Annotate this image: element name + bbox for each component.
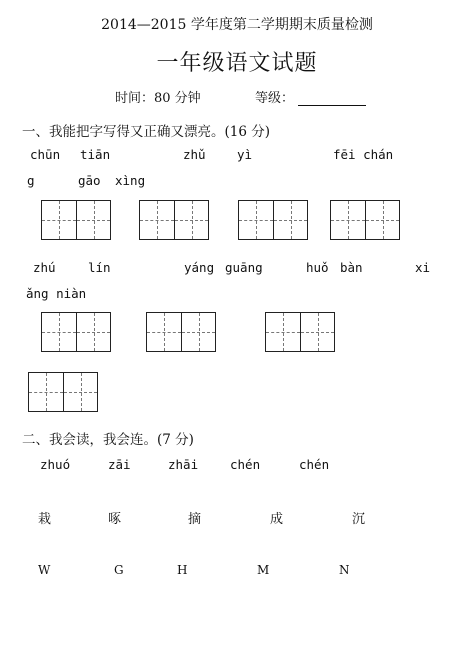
tian-zi-ge-cell[interactable] [42, 313, 76, 351]
matching-letter[interactable]: N [339, 563, 350, 577]
writing-box-pair[interactable] [41, 200, 111, 240]
grade-label: 等级： [255, 91, 295, 106]
tian-zi-ge-cell[interactable] [331, 201, 365, 239]
exam-header: 2014—2015 学年度第二学期期末质量检测 [101, 17, 373, 33]
pinyin-label: guāng [225, 260, 263, 275]
pinyin-label: chén [299, 457, 330, 472]
pinyin-label: fēi chán [333, 147, 394, 162]
tian-zi-ge-cell[interactable] [365, 201, 399, 239]
pinyin-label: zhuó [40, 457, 71, 472]
pinyin-label: chén [230, 457, 261, 472]
tian-zi-ge-cell[interactable] [140, 201, 174, 239]
writing-box-pair[interactable] [41, 312, 111, 352]
pinyin-label: huǒ [306, 260, 329, 275]
tian-zi-ge-cell[interactable] [63, 373, 97, 411]
tian-zi-ge-cell[interactable] [29, 373, 63, 411]
matching-character[interactable]: 栽 [38, 512, 52, 527]
matching-letter[interactable]: G [114, 563, 124, 577]
pinyin-label: yáng [184, 260, 215, 275]
writing-box-pair[interactable] [238, 200, 308, 240]
tian-zi-ge-cell[interactable] [273, 201, 307, 239]
pinyin-label: zhāi [168, 457, 199, 472]
pinyin-label: xi [415, 260, 431, 275]
pinyin-label: xìng [115, 173, 146, 188]
pinyin-label: gāo [78, 173, 101, 188]
pinyin-label: bàn [340, 260, 363, 275]
pinyin-label: yì [237, 147, 253, 162]
pinyin-label: lín [88, 260, 111, 275]
tian-zi-ge-cell[interactable] [181, 313, 215, 351]
tian-zi-ge-cell[interactable] [76, 313, 110, 351]
tian-zi-ge-cell[interactable] [239, 201, 273, 239]
section-1-heading: 一、我能把字写得又正确又漂亮。(16 分) [22, 124, 271, 140]
tian-zi-ge-cell[interactable] [174, 201, 208, 239]
grade-field [255, 87, 366, 106]
tian-zi-ge-cell[interactable] [266, 313, 300, 351]
tian-zi-ge-cell[interactable] [76, 201, 110, 239]
matching-letter[interactable]: W [38, 563, 51, 577]
writing-box-pair[interactable] [265, 312, 335, 352]
matching-letter[interactable]: H [177, 563, 188, 577]
matching-character[interactable]: 成 [270, 512, 284, 527]
tian-zi-ge-cell[interactable] [42, 201, 76, 239]
time-label: 时间：80 分钟 [115, 91, 201, 106]
writing-box-pair[interactable] [330, 200, 400, 240]
matching-character[interactable]: 摘 [188, 512, 202, 527]
matching-character[interactable]: 啄 [108, 512, 122, 527]
writing-box-pair[interactable] [146, 312, 216, 352]
exam-title: 一年级语文试题 [156, 51, 318, 76]
matching-letter[interactable]: M [257, 563, 270, 577]
pinyin-label: tiān [80, 147, 111, 162]
grade-blank [298, 93, 366, 106]
tian-zi-ge-cell[interactable] [300, 313, 334, 351]
pinyin-label: zhú [33, 260, 56, 275]
pinyin-label: ǎng niàn [26, 286, 87, 301]
pinyin-label: zāi [108, 457, 131, 472]
writing-box-pair[interactable] [28, 372, 98, 412]
tian-zi-ge-cell[interactable] [147, 313, 181, 351]
section-2-heading: 二、我会读，我会连。(7 分) [22, 432, 194, 448]
pinyin-label: chūn [30, 147, 61, 162]
pinyin-label: g [27, 173, 35, 188]
pinyin-label: zhǔ [183, 147, 206, 162]
matching-character[interactable]: 沉 [352, 512, 366, 527]
writing-box-pair[interactable] [139, 200, 209, 240]
